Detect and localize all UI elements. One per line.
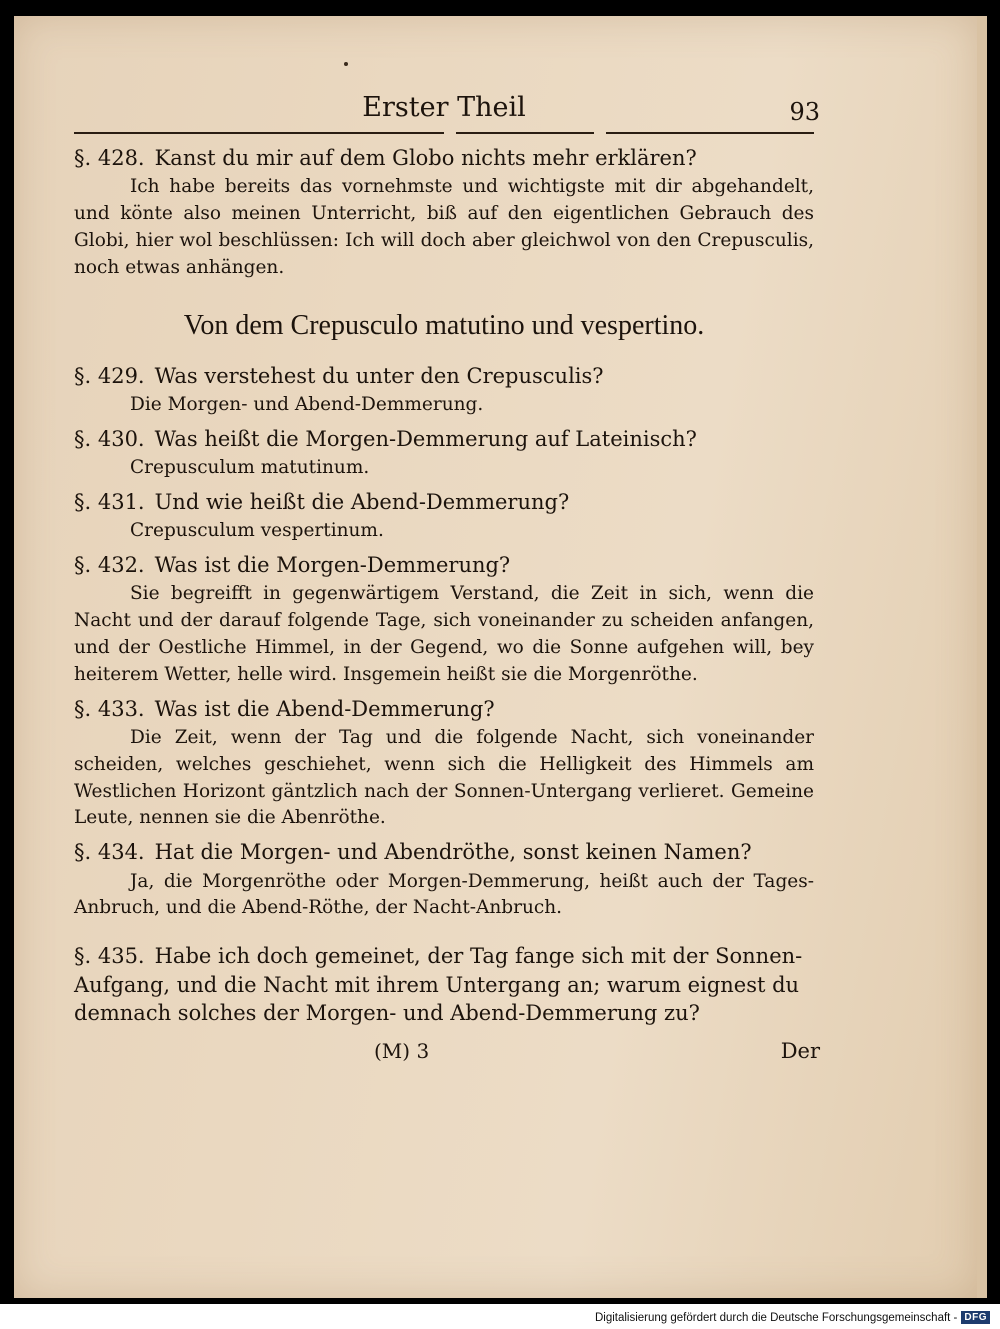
paragraph-number: §. 429. (74, 363, 145, 388)
answer-430: Crepusculum matutinum. (130, 457, 370, 479)
question-text: Was verstehest du unter den Crepusculis? (154, 363, 604, 388)
dfg-logo: DFG (961, 1311, 990, 1324)
answer-431: Crepusculum vespertinum. (130, 520, 384, 542)
answer-432: Sie begreifft in gegenwärtigem Verstand, die Zeit in sich, wenn die Nacht und der darauf folgende Tage, sich voneinander zu scheiden anfangen, und der Oestliche Himmel, in der Gegend, wo die Sonne aufgehen will, bey heiterem Wetter, helle wird. Insgemein heißt sie die Morgenröthe. (74, 583, 814, 685)
header-rule-right (606, 132, 814, 134)
book-page (14, 16, 987, 1298)
question-text: Und wie heißt die Abend-Demmerung? (154, 489, 570, 514)
ink-speck (344, 62, 348, 66)
question-429 (74, 362, 814, 390)
question-433 (74, 695, 814, 723)
question-430 (74, 425, 814, 453)
header-rule-middle (456, 132, 594, 134)
paragraph-number: §. 432. (74, 553, 145, 578)
section-title: Von dem Crepusculo matutino und vespertino. (183, 309, 705, 341)
spacer (74, 926, 814, 936)
question-428 (74, 144, 814, 172)
paragraph-number: §. 431. (74, 489, 145, 514)
catchword: Der (780, 1039, 820, 1064)
answer-433: Die Zeit, wenn der Tag und die folgende Nacht, sich voneinander scheiden, welches geschiehet, wenn sich die Helligkeit des Himmels am Westlichen Horizont gäntzlich nach der Sonnen-Untergang verlieret. Gemeine Leute, nennen sie die Abenröthe. (74, 727, 814, 829)
question-text: Habe ich doch gemeinet, der Tag fange sich mit der Sonnen-Aufgang, und die Nacht mit ihrem Untergang an; warum eignest du demnach solches der Morgen- und Abend-Demmerung zu? (74, 944, 803, 1025)
paragraph-number: §. 430. (74, 426, 145, 451)
question-435 (74, 942, 814, 1027)
question-text: Was ist die Morgen-Demmerung? (154, 553, 511, 578)
paragraph-number: §. 428. (74, 146, 145, 170)
question-432 (74, 551, 814, 579)
header-rule-left (74, 132, 444, 134)
credit-text: Digitalisierung gefördert durch die Deutsche Forschungsgemeinschaft - (594, 1311, 958, 1324)
question-434 (74, 838, 814, 866)
running-head: Erster Theil (362, 92, 526, 123)
answer-434: Ja, die Morgenröthe oder Morgen-Demmerung, heißt auch der Tages-Anbruch, und die Abend-Röthe, der Nacht-Anbruch. (74, 870, 814, 919)
header-rules (74, 132, 814, 135)
answer-428: Ich habe bereits das vornehmste und wichtigste mit dir abgehandelt, und könte also meinen Unterricht, biß auf den eigentlichen Gebrauch des Globi, hier wol beschlüssen: Ich will doch aber gleichwol von den Crepusculis, noch etwas anhängen. (74, 176, 814, 278)
paragraph-number: §. 434. (74, 840, 145, 865)
digitization-credit (595, 1311, 990, 1324)
paragraph-number: §. 433. (74, 696, 145, 721)
question-text: Was ist die Abend-Demmerung? (154, 696, 495, 721)
question-text: Kanst du mir auf dem Globo nichts mehr erklären? (154, 146, 697, 170)
signature-mark: (M) 3 (374, 1039, 430, 1064)
page-header (74, 86, 820, 138)
page-number: 93 (789, 98, 820, 126)
paragraph-number: §. 435. (74, 944, 145, 969)
question-text: Hat die Morgen- und Abendröthe, sonst keinen Namen? (154, 840, 752, 865)
text-column (74, 86, 820, 1079)
question-431 (74, 488, 814, 516)
page-footer (74, 1039, 820, 1079)
answer-429: Die Morgen- und Abend-Demmerung. (130, 393, 484, 415)
question-text: Was heißt die Morgen-Demmerung auf Lateinisch? (154, 426, 697, 451)
